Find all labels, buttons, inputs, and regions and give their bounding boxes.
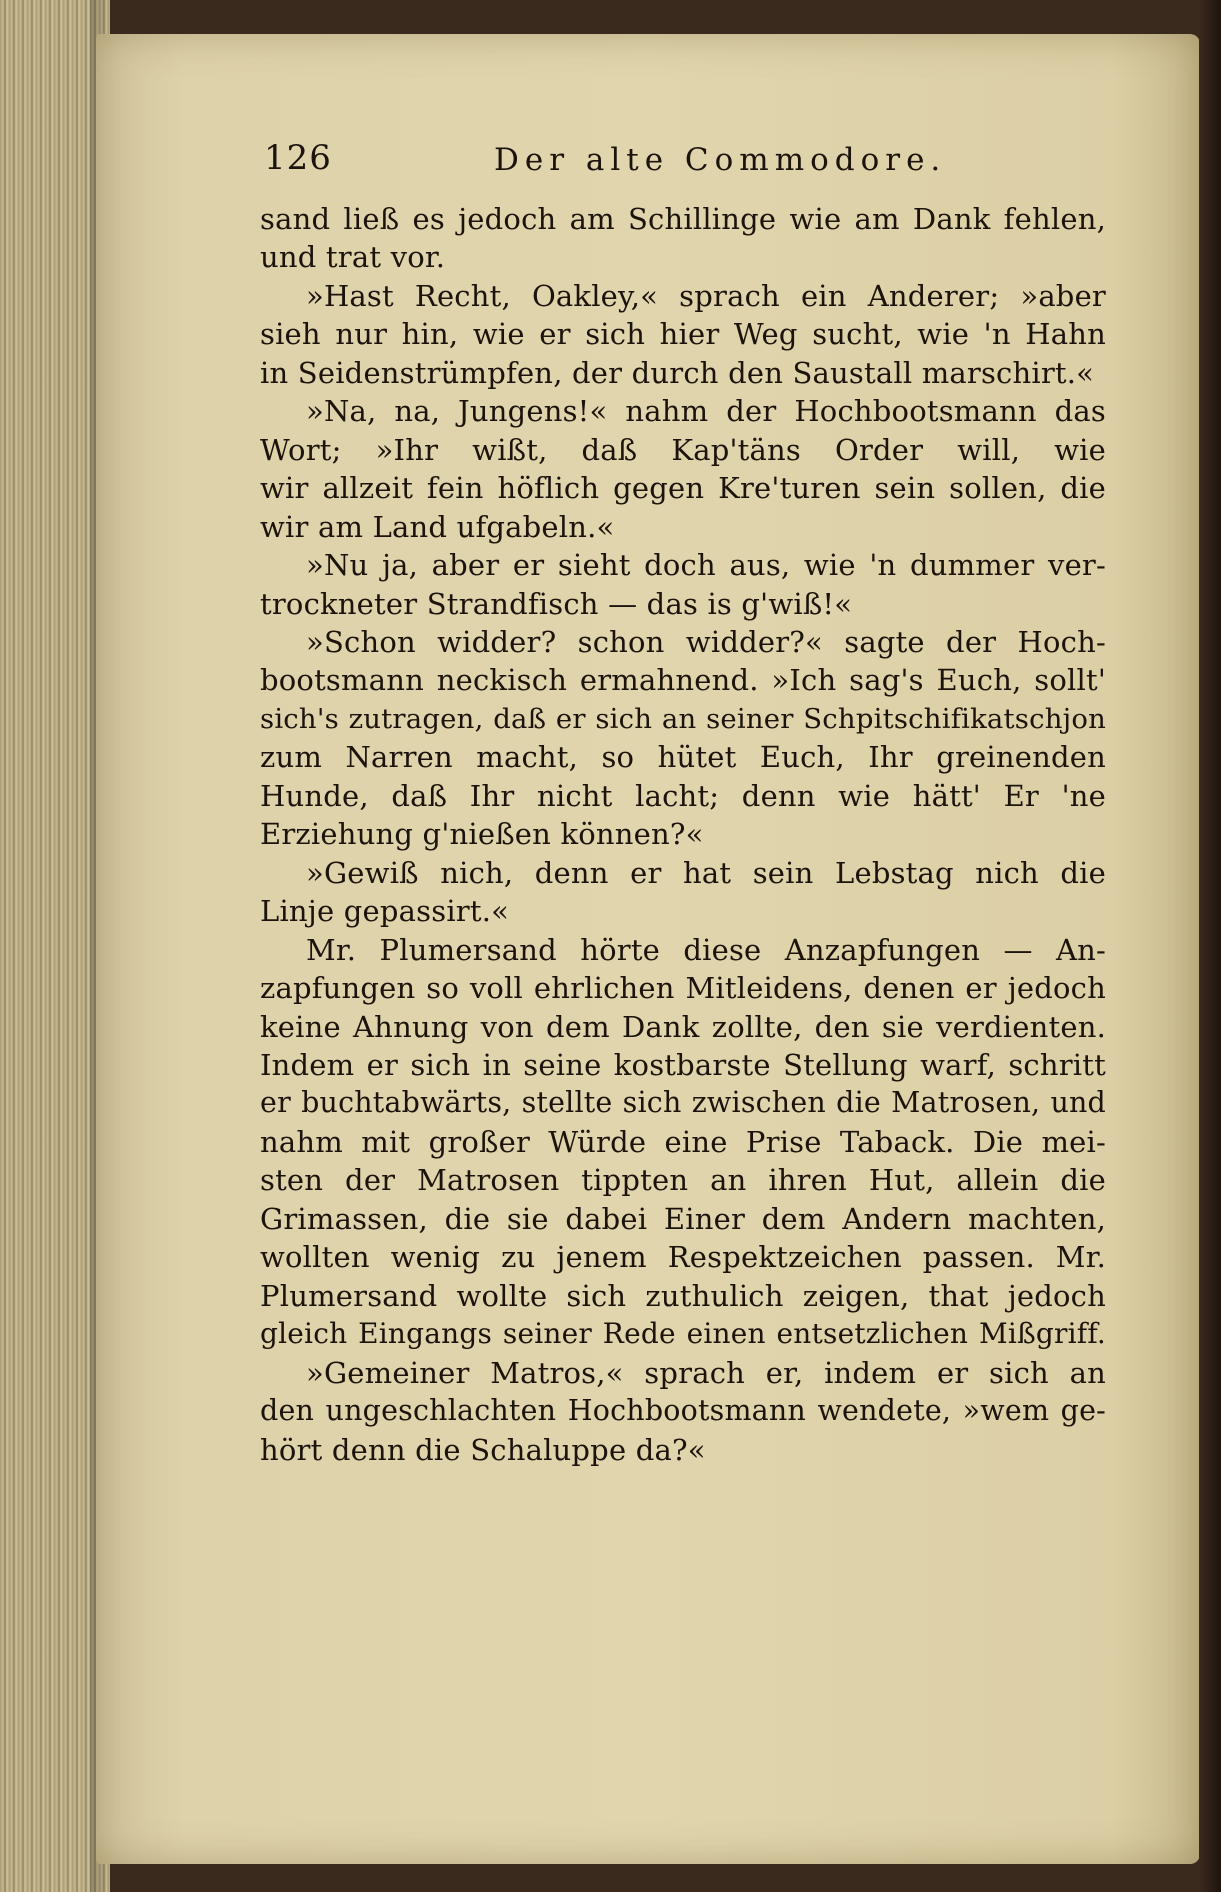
text-line: nahm mit großer Würde eine Prise Taback. Die mei- — [260, 1124, 1106, 1159]
text-line: hört denn die Schaluppe da?« — [260, 1432, 706, 1467]
text-line: sten der Matrosen tippten an ihren Hut, allein die — [260, 1163, 1106, 1198]
text-line: den ungeschlachten Hochbootsmann wendete, »wem ge- — [260, 1394, 1106, 1428]
text-line: wir am Land ufgabeln.« — [260, 509, 615, 544]
text-line: sand ließ es jedoch am Schillinge wie am Dank fehlen, — [260, 202, 1106, 236]
text-line: »Gemeiner Matros,« sprach er, indem er sich an — [306, 1355, 1106, 1390]
text-line: Hunde, daß Ihr nicht lacht; denn wie hätt' Er 'ne — [260, 778, 1106, 813]
text-line: Erziehung g'nießen können?« — [260, 817, 704, 852]
text-line: trockneter Strandfisch — das is g'wiß!« — [260, 586, 853, 621]
text-line: sieh nur hin, wie er sich hier Weg sucht, wie 'n Hahn — [260, 317, 1106, 352]
page-number: 126 — [264, 138, 332, 178]
page-edges — [0, 0, 110, 1892]
page-content — [164, 120, 1106, 1469]
text-line: gleich Eingangs seiner Rede einen entsetzlichen Mißgriff. — [260, 1317, 1106, 1351]
body-text — [260, 200, 1106, 1469]
text-line: Grimassen, die sie dabei Einer dem Andern machten, — [260, 1201, 1106, 1236]
text-line: zapfungen so voll ehrlichen Mitleidens, denen er jedoch — [260, 971, 1106, 1006]
text-line: sich's zutragen, daß er sich an seiner Schpitschifikatschjon — [260, 702, 1106, 735]
text-line: Indem er sich in seine kostbarste Stellung warf, schritt — [260, 1047, 1106, 1082]
text-line: bootsmann neckisch ermahnend. »Ich sag's Euch, sollt' — [260, 663, 1106, 698]
text-line: wollten wenig zu jenem Respektzeichen passen. Mr. — [260, 1240, 1106, 1275]
running-title: Der alte Commodore. — [494, 142, 947, 178]
text-line: und trat vor. — [260, 240, 446, 275]
text-line: »Na, na, Jungens!« nahm der Hochbootsmann das — [306, 394, 1106, 429]
text-line: keine Ahnung von dem Dank zollte, den sie verdienten. — [260, 1009, 1106, 1044]
text-line: Mr. Plumersand hörte diese Anzapfungen — An- — [306, 932, 1106, 967]
text-line: »Gewiß nich, denn er hat sein Lebstag nich die — [306, 855, 1106, 890]
text-line: zum Narren macht, so hütet Euch, Ihr greinenden — [260, 740, 1106, 775]
text-line: Linje gepassirt.« — [260, 894, 510, 929]
text-line: »Schon widder? schon widder?« sagte der Hoch- — [306, 624, 1106, 659]
book-cover-edge — [1199, 0, 1221, 1892]
text-line: in Seidenstrümpfen, der durch den Saustall marschirt.« — [260, 355, 1095, 390]
text-line: »Nu ja, aber er sieht doch aus, wie 'n dummer ver- — [306, 548, 1106, 583]
text-line: er buchtabwärts, stellte sich zwischen die Matrosen, und — [260, 1086, 1106, 1120]
text-line: Wort; »Ihr wißt, daß Kap'täns Order will, wie — [260, 432, 1106, 467]
text-line: wir allzeit fein höflich gegen Kre'turen sein sollen, die — [260, 471, 1106, 506]
page-header — [164, 120, 1064, 200]
text-line: Plumersand wollte sich zuthulich zeigen, that jedoch — [260, 1278, 1106, 1313]
text-line: »Hast Recht, Oakley,« sprach ein Anderer; »aber — [306, 278, 1106, 313]
